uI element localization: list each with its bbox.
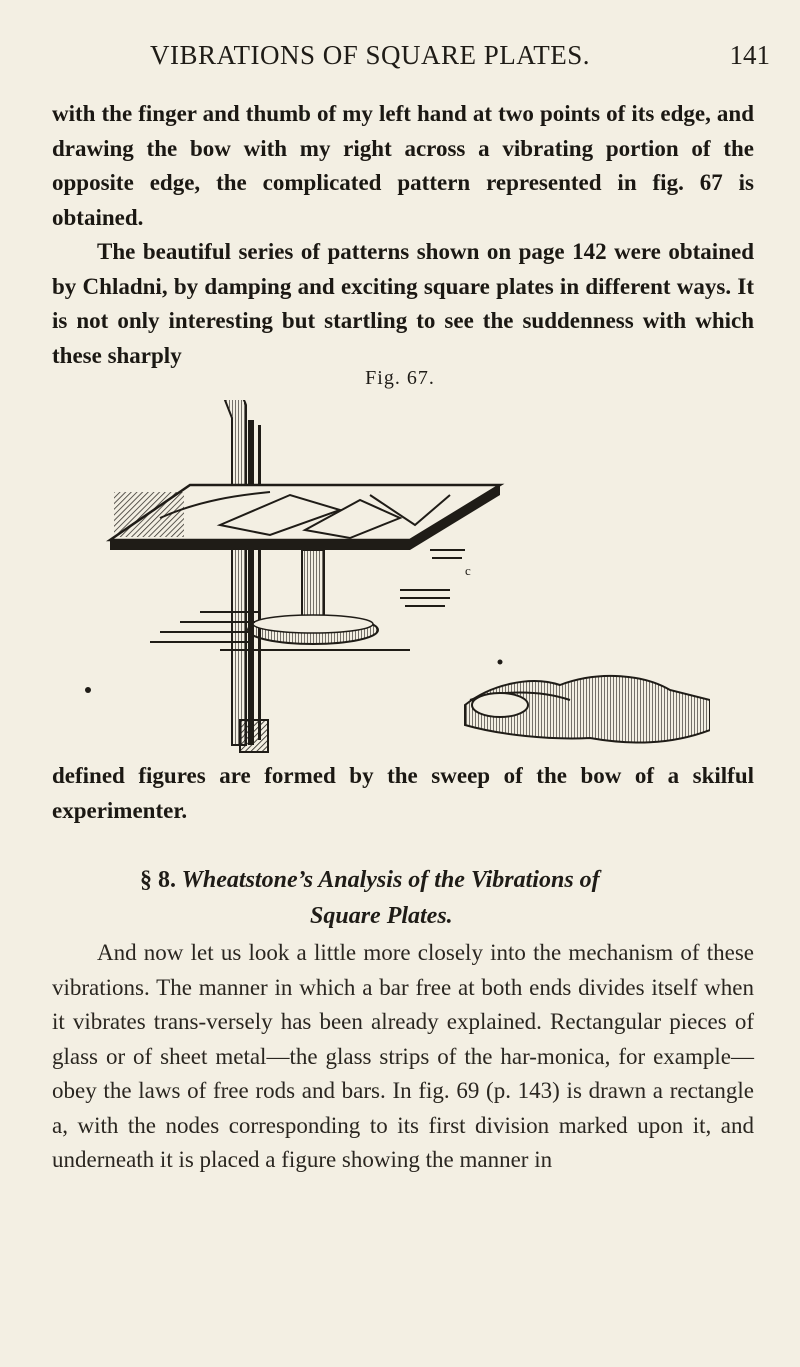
- figure-caption: Fig. 67.: [365, 367, 435, 389]
- figure-letter-label: c: [465, 563, 471, 578]
- paragraph: And now let us look a little more closely into the mechanism of these vibrations. The manner in which a bar free at both ends divides itself when it vibrates trans-versely has been already explained. Rectangular pieces of glass or of sheet metal—the glass strips of the har-monica, for example—obey the laws of free rods and bars. In fig. 69 (p. 143) is drawn a rectangle a, with the nodes corresponding to its first division marked upon it, and underneath it is placed a figure showing the manner in: [52, 940, 754, 1172]
- running-title: VIBRATIONS OF SQUARE PLATES.: [150, 40, 591, 70]
- paragraph: defined figures are formed by the sweep of the bow of a skilful experimenter.: [52, 763, 754, 823]
- section-title-line2: Square Plates.: [310, 903, 453, 929]
- square-plate-icon: [110, 485, 500, 550]
- body-text-section: [52, 936, 754, 1178]
- dot-mark: [498, 660, 503, 665]
- dot-mark: [85, 687, 91, 693]
- paragraph: The beautiful series of patterns shown on page 142 were obtained by Chladni, by damping and exciting square plates in different ways. It is not only interesting but startling to see the suddenness with which these sharply: [52, 239, 754, 368]
- section-title-line1: Wheatstone’s Analysis of the Vibrations of: [181, 867, 600, 893]
- hand-icon: [400, 550, 710, 743]
- body-text-top: [52, 97, 754, 373]
- running-head: [60, 40, 770, 80]
- paragraph: with the finger and thumb of my left hand at two points of its edge, and drawing the bow with my right across a vibrating portion of the opposite edge, the complicated pattern represented in fig. 67 is obtained.: [52, 101, 754, 230]
- section-symbol: § 8.: [140, 867, 176, 893]
- clamp-stand-icon: [150, 550, 410, 650]
- figure-illustration: [70, 400, 710, 755]
- section-heading: [52, 862, 754, 934]
- page-number: 141: [729, 40, 770, 70]
- body-text-after-figure: [52, 759, 754, 828]
